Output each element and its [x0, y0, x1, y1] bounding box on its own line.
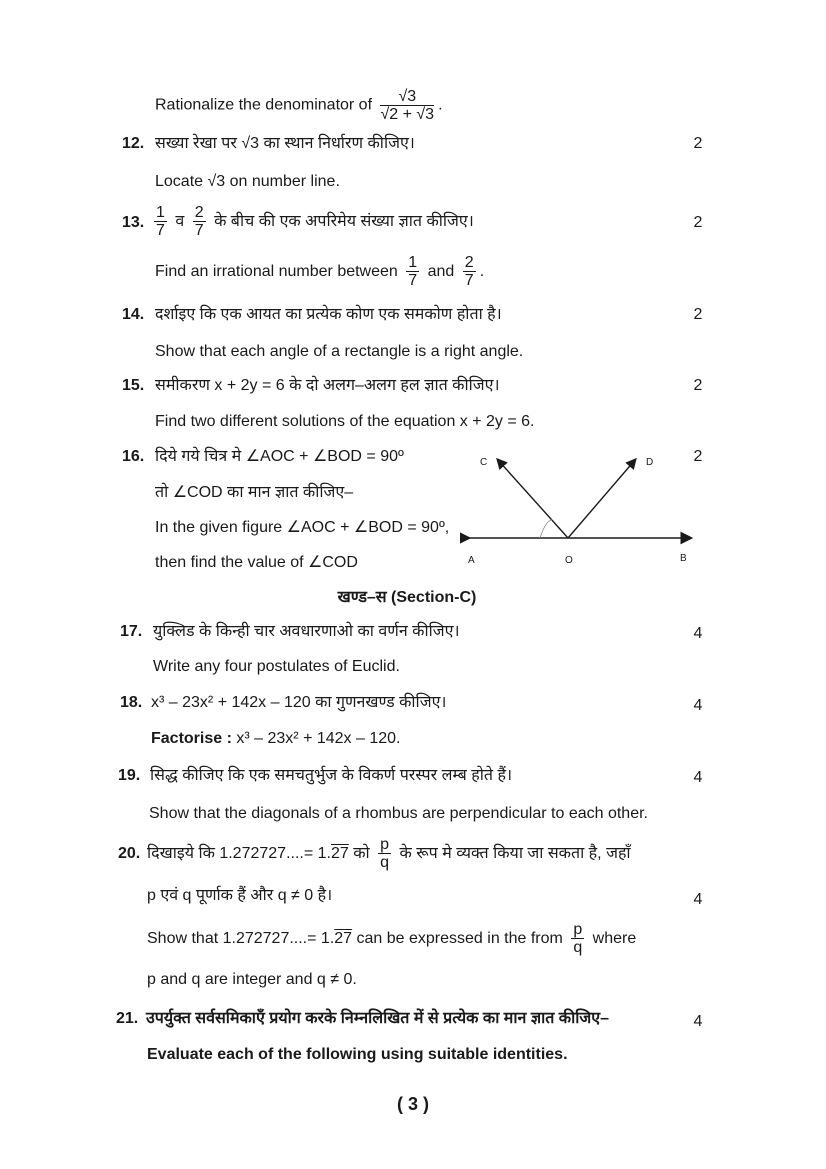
q20-number: 20. [118, 845, 141, 862]
ray-od [568, 460, 635, 538]
q13-english: Find an irrational number between $\frac{1}{7}$ and $\frac{2}{7}$ . [155, 254, 485, 290]
q12-number: 12. [122, 135, 145, 152]
q19-number: 19. [118, 767, 141, 784]
q11-english: Rationalize the denominator of $\frac{√3}{√2 + √3}$ . [155, 88, 443, 123]
q20-frac-pq: $\frac{p}{q}$ [380, 836, 390, 872]
q15-number: 15. [122, 377, 145, 394]
q18-hindi: x³ – 23x² + 142x – 120 का गुणनखण्ड कीजिए। [151, 694, 447, 711]
q16-english-2: then find the value of ∠COD [155, 554, 358, 571]
q15-marks: 2 [693, 377, 703, 394]
q17-marks: 4 [693, 625, 703, 642]
q21-marks: 4 [693, 1013, 703, 1030]
ray-oc [498, 460, 568, 538]
q16-marks: 2 [693, 448, 703, 465]
page-number: ( 3 ) [396, 1094, 429, 1114]
q13-frac-2: $\frac{2}{7}$ [194, 204, 204, 240]
q19-hindi: सिद्ध कीजिए कि एक समचतुर्भुज के विकर्ण परस्पर लम्ब होते हैं। [150, 767, 513, 784]
q17-english: Write any four postulates of Euclid. [153, 658, 400, 675]
q16-hindi-2: तो ∠COD का मान ज्ञात कीजिए– [155, 484, 354, 501]
q14-english: Show that each angle of a rectangle is a right angle. [155, 343, 524, 360]
label-d: D [646, 457, 654, 468]
q17-number: 17. [120, 623, 143, 640]
q19-marks: 4 [693, 769, 703, 786]
label-a: A [468, 555, 475, 566]
q15-english: Find two different solutions of the equation x + 2y = 6. [155, 413, 535, 430]
section-heading: खण्ड–स (Section-C) [337, 589, 477, 606]
q13-hindi: $\frac{1}{7}$ व $\frac{2}{7}$ के बीच की एक अपरिमेय संख्या ज्ञात कीजिए। [156, 204, 474, 240]
label-o: O [565, 555, 573, 566]
q12-english: Locate √3 on number line. [155, 173, 340, 190]
q20-repeating-decimal: 1.27 [317, 845, 349, 862]
q16-hindi-1: दिये गये चित्र मे ∠AOC + ∠BOD = 90º [155, 448, 404, 465]
angle-arc [540, 520, 552, 538]
q16-number: 16. [122, 448, 145, 465]
q12-hindi: सख्या रेखा पर √3 का स्थान निर्धारण कीजिए। [155, 135, 415, 152]
q11-fraction [380, 88, 434, 123]
q21-number: 21. [116, 1010, 139, 1027]
q20-en-frac-pq: $\frac{p}{q}$ [573, 921, 583, 957]
q13-frac-1: $\frac{1}{7}$ [156, 204, 165, 240]
q21-hindi: उपर्युक्त सर्वसमिकाएँ प्रयोग करके निम्नलिखित में से प्रत्येक का मान ज्ञात कीजिए– [146, 1010, 609, 1027]
q18-number: 18. [120, 694, 143, 711]
q20-hindi-2: p एवं q पूर्णाक हैं और q ≠ 0 है। [147, 887, 333, 904]
q12-marks: 2 [693, 135, 703, 152]
q13-en-frac-1: $\frac{1}{7}$ [408, 254, 418, 290]
q18-english: Factorise : x³ – 23x² + 142x – 120. [151, 730, 401, 747]
q16-angle-figure [460, 445, 700, 575]
q18-factorise-label: Factorise : [151, 730, 232, 747]
label-c: C [480, 457, 488, 468]
q13-number: 13. [122, 214, 145, 231]
q13-en-frac-2: $\frac{2}{7}$ [464, 254, 474, 290]
q20-en-repeating-decimal: 1.27 [320, 930, 353, 947]
q11-frac-num: √3 [380, 88, 434, 106]
q20-english-1: Show that 1.272727....= 1.27 can be expressed in the from $\frac{p}{q}$ where [147, 921, 637, 957]
q20-marks: 4 [693, 891, 703, 908]
q16-english-1: In the given figure ∠AOC + ∠BOD = 90º, [155, 519, 450, 536]
q17-hindi: युक्लिड के किन्ही चार अवधारणाओ का वर्णन कीजिए। [153, 623, 460, 640]
q20-english-2: p and q are integer and q ≠ 0. [147, 971, 357, 988]
q15-hindi: समीकरण x + 2y = 6 के दो अलग–अलग हल ज्ञात कीजिए। [155, 377, 500, 394]
q19-english: Show that the diagonals of a rhombus are perpendicular to each other. [149, 805, 648, 822]
q18-marks: 4 [693, 697, 703, 714]
q20-hindi-1: दिखाइये कि 1.272727....= 1.27 को $\frac{p}{q}$ के रूप मे व्यक्त किया जा सकता है, जहाँ [147, 836, 631, 872]
q14-marks: 2 [693, 306, 703, 323]
label-b: B [680, 553, 687, 564]
q11-frac-den: √2 + √3 [380, 106, 435, 123]
q13-marks: 2 [693, 214, 703, 231]
q21-english: Evaluate each of the following using suitable identities. [147, 1046, 568, 1063]
q14-number: 14. [122, 306, 145, 323]
q14-hindi: दर्शाइए कि एक आयत का प्रत्येक कोण एक समकोण होता है। [155, 306, 502, 323]
